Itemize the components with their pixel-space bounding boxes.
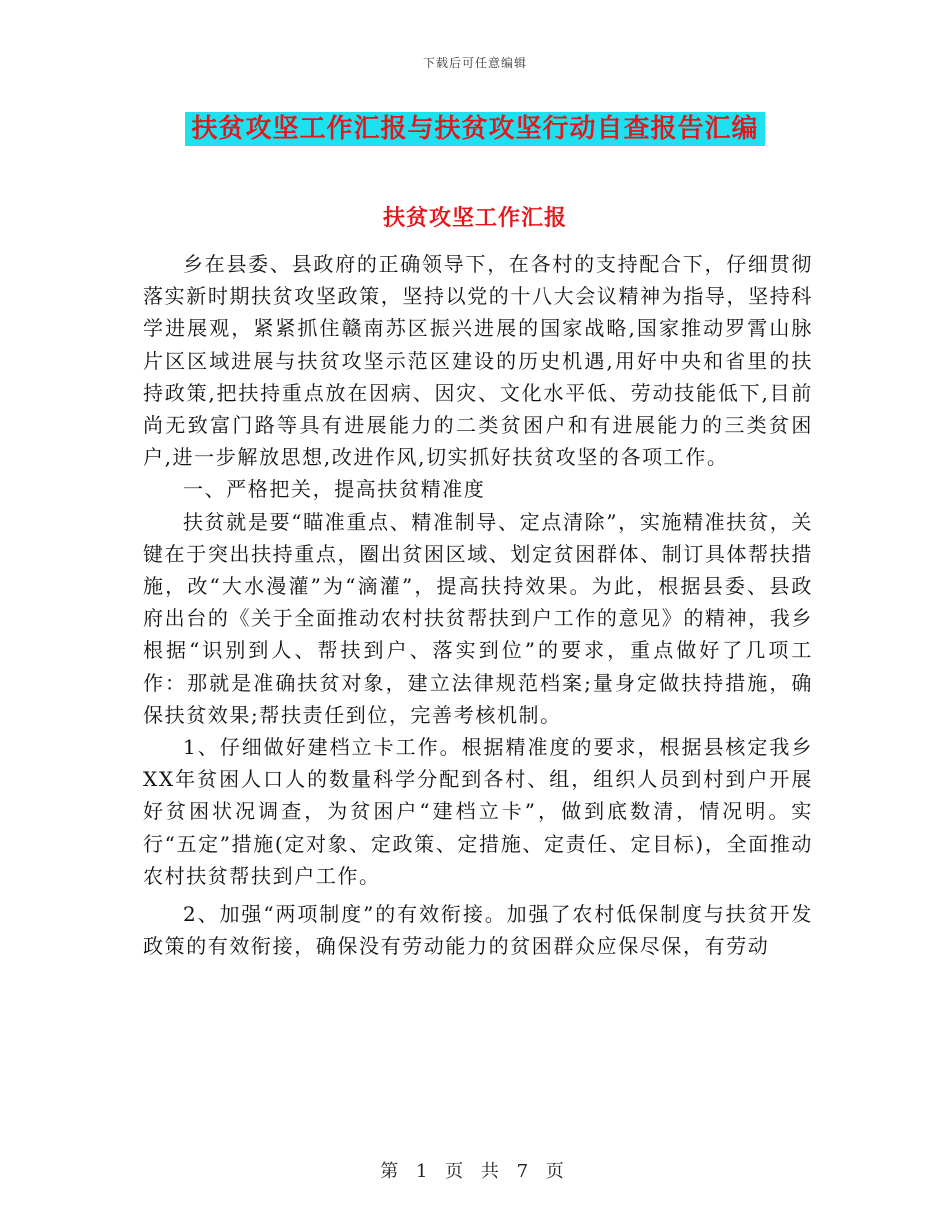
paragraph-item-2: 2、加强“两项制度”的有效衔接。加强了农村低保制度与扶贫开发政策的有效衔接，确保没有劳动能力的贫困群众应保尽保，有劳动 (143, 902, 813, 959)
paragraph-precision: 扶贫就是要“瞄准重点、精准制导、定点清除”，实施精准扶贫，关键在于突出扶持重点，圈出贫困区域、划定贫困群体、制订具体帮扶措施，改“大水漫灌”为“滴灌”，提高扶持效果。为此，根据县委、县政府出台的《关于全面推动农村扶贫帮扶到户工作的意见》的精神，我乡根据“识别到人、帮扶到户、落实到位”的要求，重点做好了几项工作：那就是准确扶贫对象，建立法律规范档案;量身定做扶持措施，确保扶贫效果;帮扶责任到位，完善考核机制。 (143, 509, 813, 727)
document-body (143, 248, 813, 962)
paragraph-item-1: 1、仔细做好建档立卡工作。根据精准度的要求，根据县核定我乡XX年贫困人口人的数量科学分配到各村、组，组织人员到村到户开展好贫困状况调查，为贫困户“建档立卡”，做到底数清，情况明。实行“五定”措施(定对象、定政策、定措施、定责任、定目标)，全面推动农村扶贫帮扶到户工作。 (143, 735, 813, 888)
paragraph-heading-1: 一、严格把关，提高扶贫精准度 (183, 477, 486, 502)
page-number: 第 1 页 共 7 页 (380, 1161, 570, 1182)
section-title: 扶贫攻坚工作汇报 (382, 205, 567, 231)
header-note: 下载后可任意编辑 (422, 56, 527, 70)
paragraph-intro: 乡在县委、县政府的正确领导下，在各村的支持配合下，仔细贯彻落实新时期扶贫攻坚政策，坚持以党的十八大会议精神为指导，坚持科学进展观，紧紧抓住赣南苏区振兴进展的国家战略,国家推动罗霄山脉片区区域进展与扶贫攻坚示范区建设的历史机遇,用好中央和省里的扶持政策,把扶持重点放在因病、因灾、文化水平低、劳动技能低下,目前尚无致富门路等具有进展能力的二类贫困户和有进展能力的三类贫困户,进一步解放思想,改进作风,切实抓好扶贫攻坚的各项工作。 (143, 252, 813, 470)
document-title: 扶贫攻坚工作汇报与扶贫攻坚行动自查报告汇编 (185, 112, 764, 146)
document-title-container (0, 112, 950, 146)
